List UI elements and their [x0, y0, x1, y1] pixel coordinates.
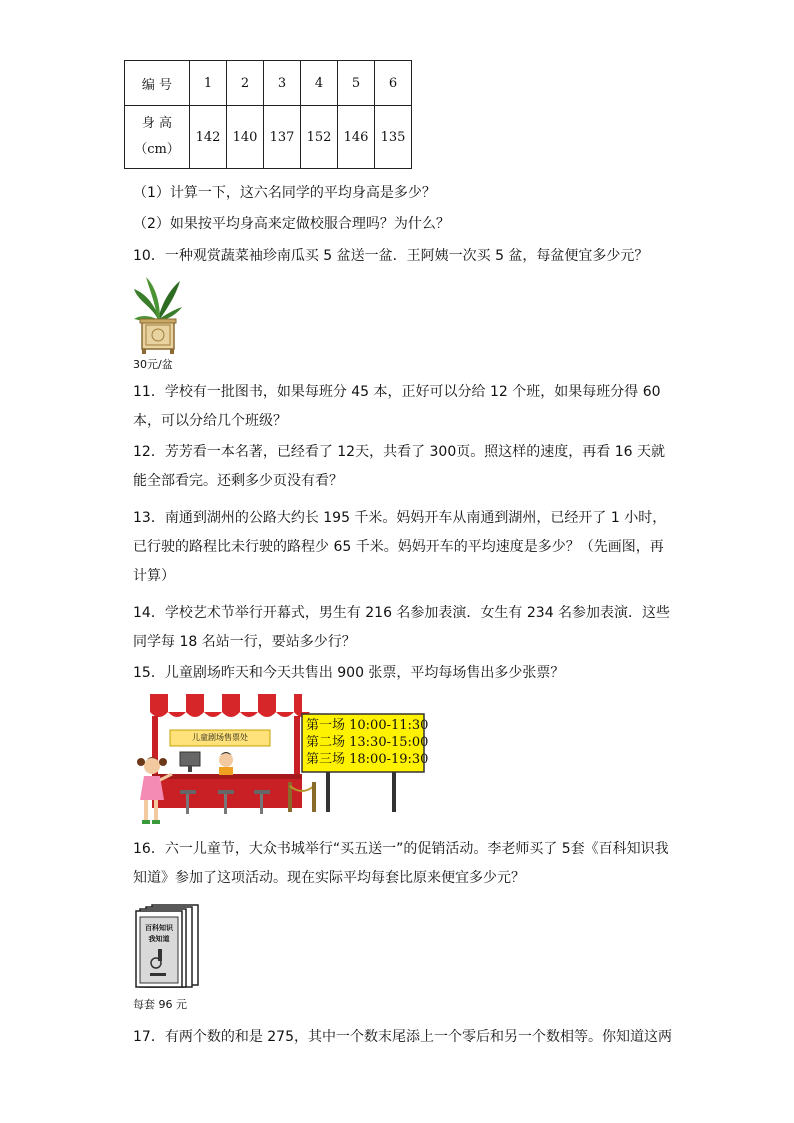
- question-17: 17．有两个数的和是 275，其中一个数末尾添上一个零后和另一个数相等。你知道这两: [133, 1029, 672, 1045]
- table-header-label: 编 号: [125, 61, 190, 106]
- table-cell: 146: [338, 106, 375, 169]
- q9-sub1: （1）计算一下，这六名同学的平均身高是多少？: [133, 185, 436, 201]
- question-15: 15．儿童剧场昨天和今天共售出 900 张票，平均每场售出多少张票？: [133, 665, 565, 681]
- showtime-3: 第三场 18:00-19:30: [306, 752, 429, 767]
- table-cell: 1: [190, 61, 227, 106]
- table-cell: 5: [338, 61, 375, 106]
- table-cell: 140: [227, 106, 264, 169]
- showtime-1: 第一场 10:00-11:30: [306, 718, 429, 733]
- table-row-label: 身 高 （cm）: [125, 106, 190, 169]
- table-cell: 2: [227, 61, 264, 106]
- question-14: 14．学校艺术节举行开幕式，男生有 216 名参加表演．女生有 234 名参加表演．这些同学每 18 名站一行，要站多少行？: [133, 605, 671, 650]
- book-set-image: [132, 903, 202, 989]
- potted-plant-image: [132, 275, 184, 355]
- table-cell: 137: [264, 106, 301, 169]
- question-12: 12．芳芳看一本名著，已经看了 12天，共看了 300页。照这样的速度，再看 16 天就能全部看完。还剩多少页没有看？: [133, 444, 665, 489]
- table-cell: 142: [190, 106, 227, 169]
- table-cell: 3: [264, 61, 301, 106]
- book-cover-title: 百科知识 我知道: [145, 924, 173, 943]
- table-cell: 6: [375, 61, 412, 106]
- question-16: 16．六一儿童节，大众书城举行“买五送一”的促销活动。李老师买了 5套《百科知识我知道》参加了这项活动。现在实际平均每套比原来便宜多少元？: [133, 841, 669, 886]
- showtime-schedule: [306, 717, 428, 768]
- book-stack-drawing: [132, 903, 202, 989]
- theater-booth-illustration: [130, 690, 430, 830]
- booth-sign-label: 儿童剧场售票处: [192, 733, 248, 742]
- table-cell: 4: [301, 61, 338, 106]
- showtime-2: 第二场 13:30-15:00: [306, 735, 429, 750]
- table-cell: 152: [301, 106, 338, 169]
- question-10: 10．一种观赏蔬菜袖珍南瓜买 5 盆送一盆．王阿姨一次买 5 盆，每盆便宜多少元？: [133, 248, 649, 264]
- book-price-caption: 每套 96 元: [133, 998, 187, 1011]
- q9-sub2: （2）如果按平均身高来定做校服合理吗？为什么？: [133, 216, 450, 232]
- height-table: [124, 60, 412, 169]
- plant-price-caption: 30元/盆: [133, 358, 173, 371]
- table-cell: 135: [375, 106, 412, 169]
- question-11: 11．学校有一批图书，如果每班分 45 本，正好可以分给 12 个班，如果每班分得 60 本，可以分给几个班级？: [133, 384, 661, 429]
- question-13: 13．南通到湖州的公路大约长 195 千米。妈妈开车从南通到湖州，已经开了 1 小时，已行驶的路程比未行驶的路程少 65 千米。妈妈开车的平均速度是多少？（先画图，再计算）: [133, 510, 667, 584]
